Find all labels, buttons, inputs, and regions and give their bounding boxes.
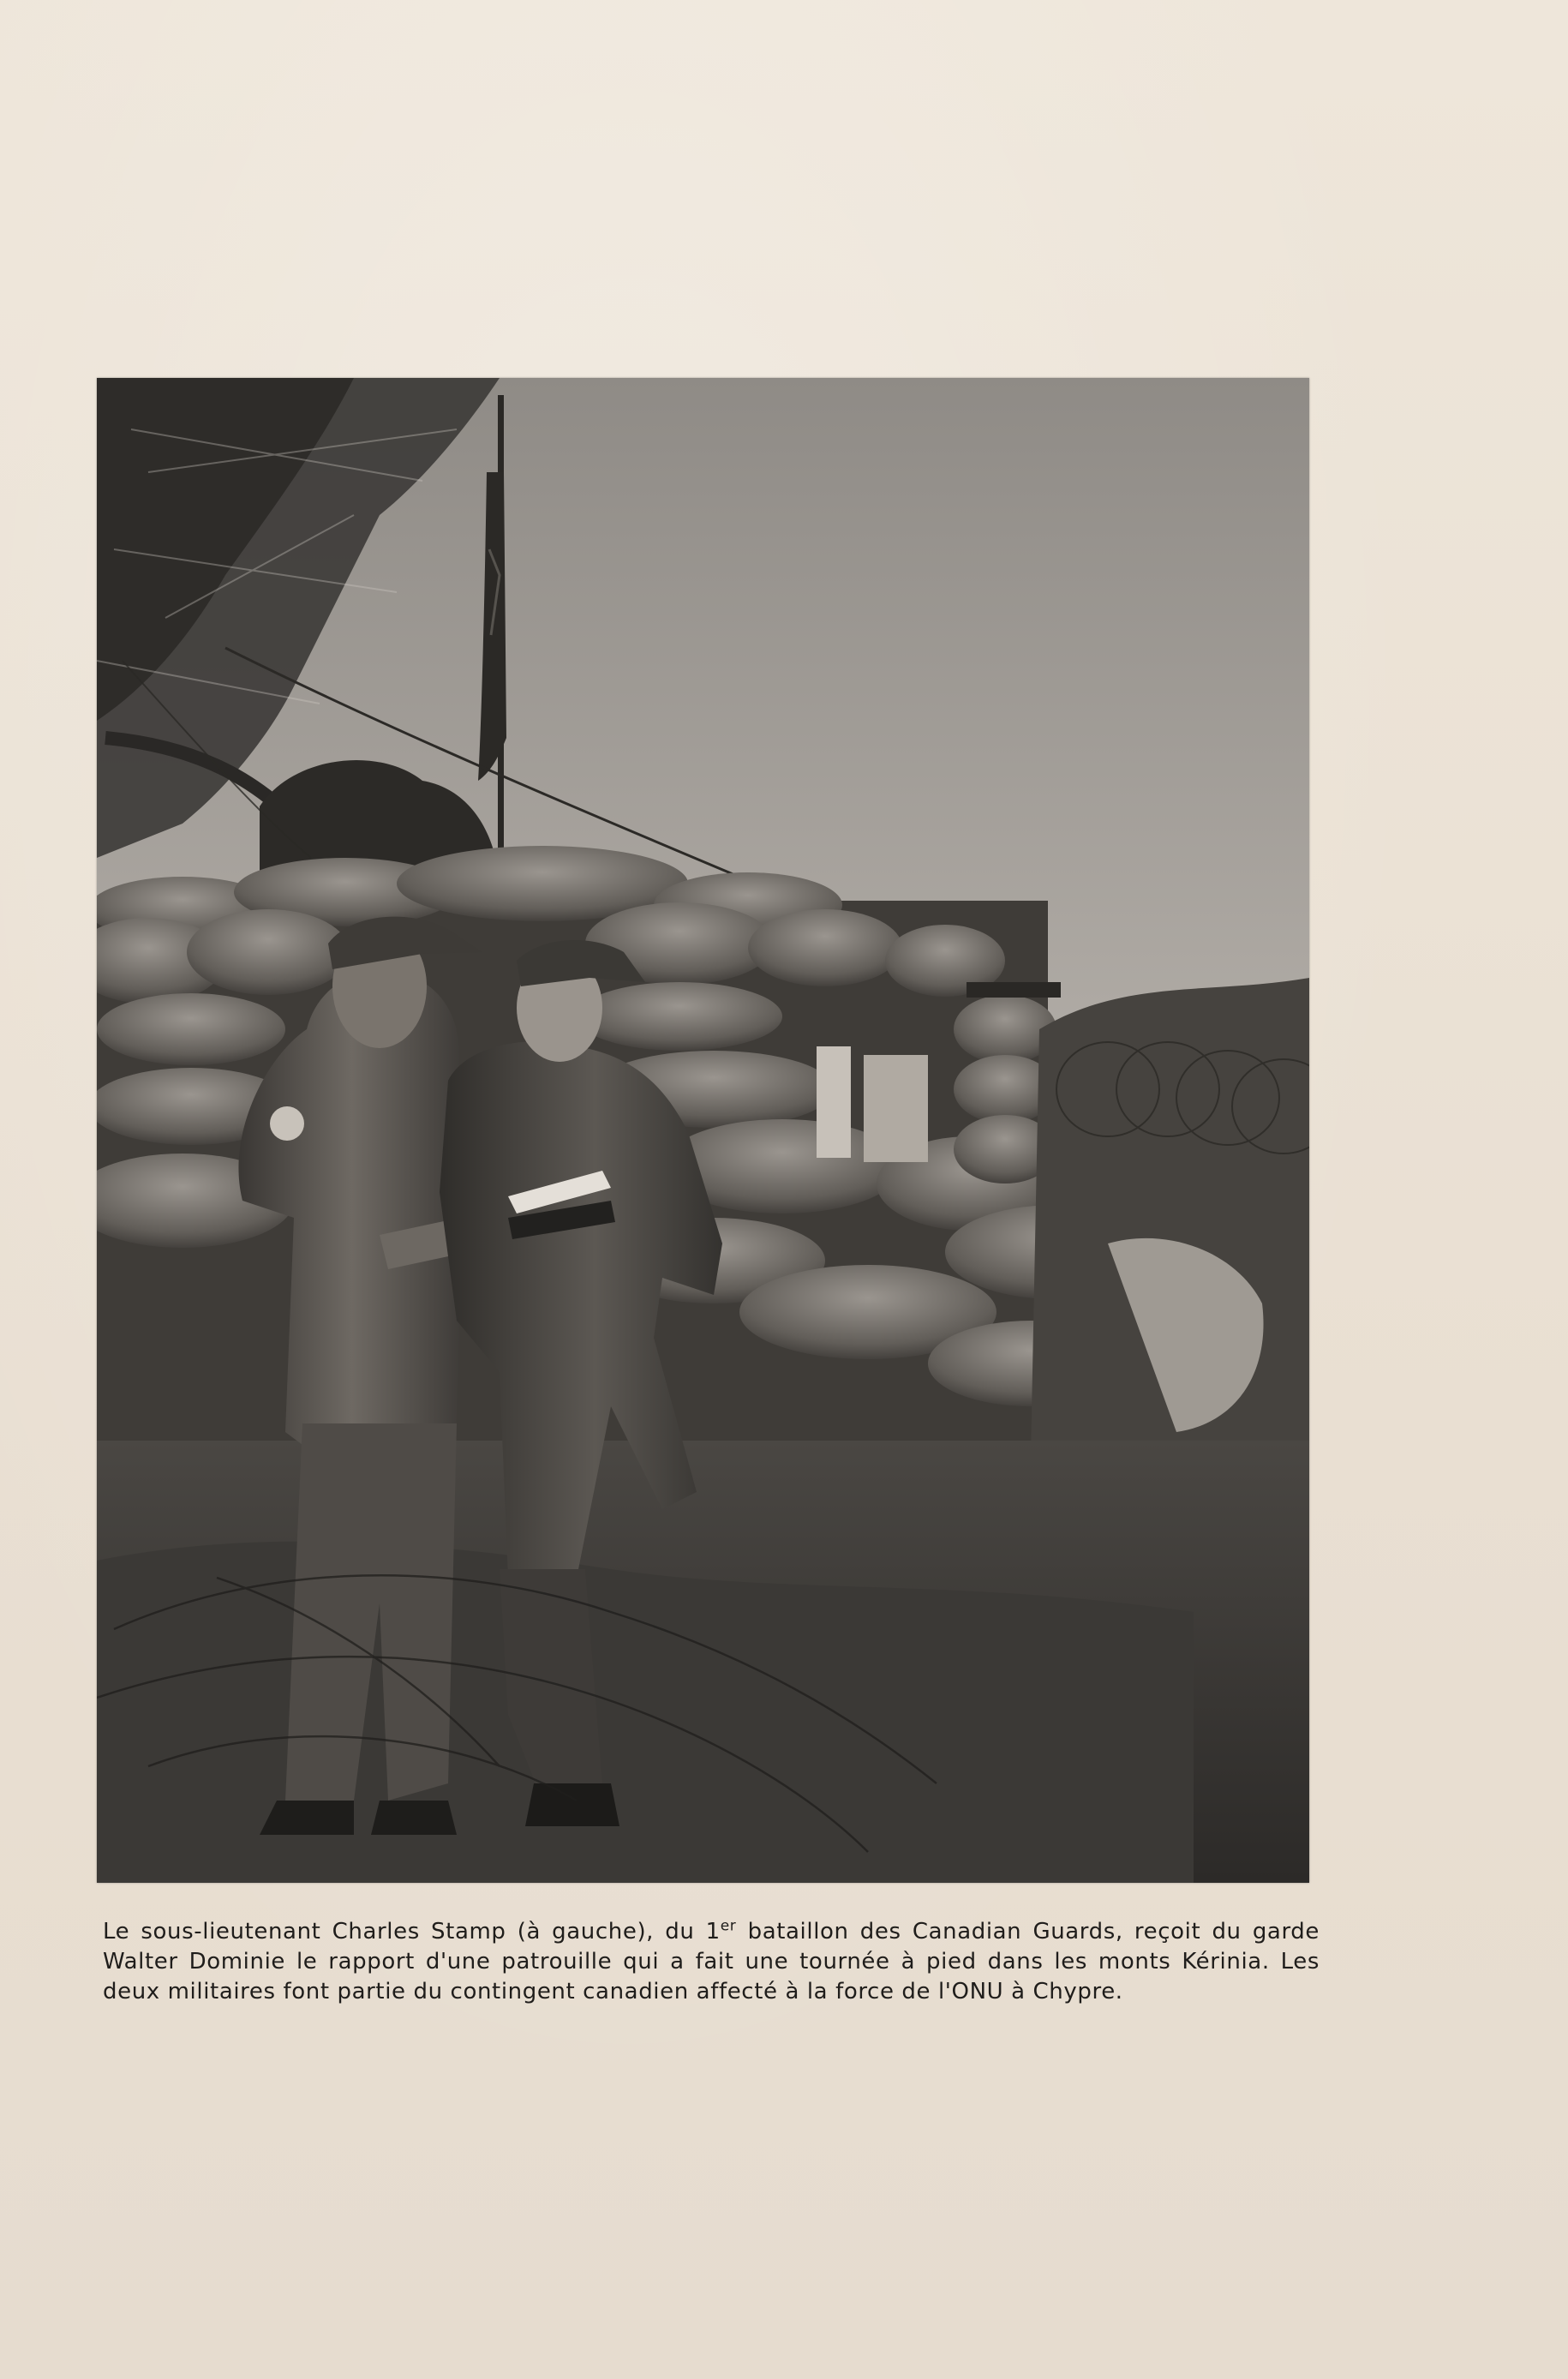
photograph (97, 378, 1309, 1883)
caption-superscript: er (720, 1917, 737, 1935)
photograph-image (97, 378, 1309, 1883)
photo-caption (103, 1917, 1320, 2007)
caption-text-end: bataillon des Canadian Guards, reçoit du garde Walter Dominie le rapport d'une patrouille qui a fait une tournée à pied dans les monts Kérinia. Les deux militaires font partie du contingent canadien affecté à la force de l'ONU à Chypre. (103, 1919, 1320, 2004)
caption-text-start: Le sous-lieutenant Charles Stamp (à gauche), du 1 (103, 1919, 721, 1945)
